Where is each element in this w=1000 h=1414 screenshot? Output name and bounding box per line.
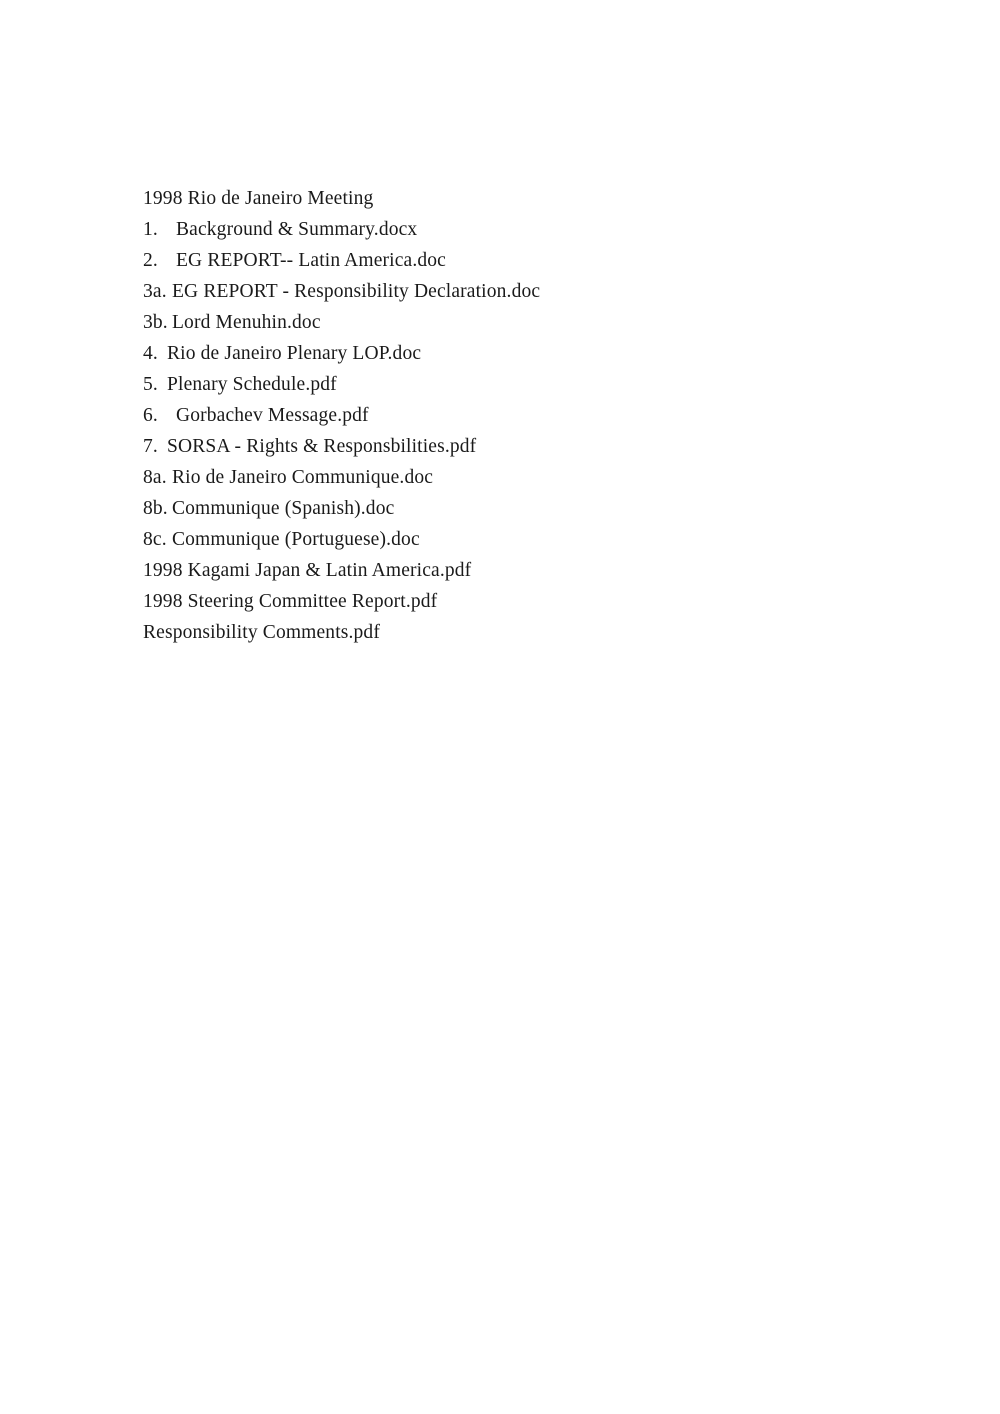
document-text-block	[143, 183, 903, 648]
list-item	[143, 400, 903, 431]
list-item	[143, 338, 903, 369]
list-item-marker: 3a.	[143, 281, 167, 302]
list-item-label: Responsibility Comments.pdf	[143, 622, 380, 643]
list-item	[143, 214, 903, 245]
list-item	[143, 245, 903, 276]
list-item-marker: 2.	[143, 250, 158, 271]
list-item-marker: 1.	[143, 219, 158, 240]
text-line	[143, 617, 903, 648]
list-item-label: Communique (Portuguese).doc	[172, 529, 420, 550]
list-item-marker: 7.	[143, 436, 158, 457]
list-item-label: Communique (Spanish).doc	[172, 498, 395, 519]
list-item	[143, 462, 903, 493]
list-item-label: 1998 Rio de Janeiro Meeting	[143, 188, 374, 209]
text-line	[143, 586, 903, 617]
list-item-label: EG REPORT-- Latin America.doc	[176, 250, 446, 271]
text-line	[143, 555, 903, 586]
list-item-label: EG REPORT - Responsibility Declaration.doc	[172, 281, 541, 302]
list-item	[143, 524, 903, 555]
list-item-label: Plenary Schedule.pdf	[167, 374, 337, 395]
list-item	[143, 276, 903, 307]
list-item-label: Rio de Janeiro Communique.doc	[172, 467, 434, 488]
list-item	[143, 307, 903, 338]
list-item-marker: 4.	[143, 343, 158, 364]
list-item-label: Lord Menuhin.doc	[172, 312, 321, 333]
text-line	[143, 183, 903, 214]
list-item-marker: 8a.	[143, 467, 167, 488]
list-item	[143, 493, 903, 524]
list-item	[143, 431, 903, 462]
list-item-label: Gorbachev Message.pdf	[176, 405, 369, 426]
list-item-label: SORSA - Rights & Responsbilities.pdf	[167, 436, 477, 457]
list-item-marker: 5.	[143, 374, 158, 395]
list-item-marker: 6.	[143, 405, 158, 426]
list-item	[143, 369, 903, 400]
list-item-label: 1998 Kagami Japan & Latin America.pdf	[143, 560, 472, 581]
list-item-label: 1998 Steering Committee Report.pdf	[143, 591, 438, 612]
list-item-label: Rio de Janeiro Plenary LOP.doc	[167, 343, 422, 364]
list-item-marker: 8b.	[143, 498, 168, 519]
list-item-marker: 8c.	[143, 529, 167, 550]
list-item-label: Background & Summary.docx	[176, 219, 418, 240]
list-item-marker: 3b.	[143, 312, 168, 333]
